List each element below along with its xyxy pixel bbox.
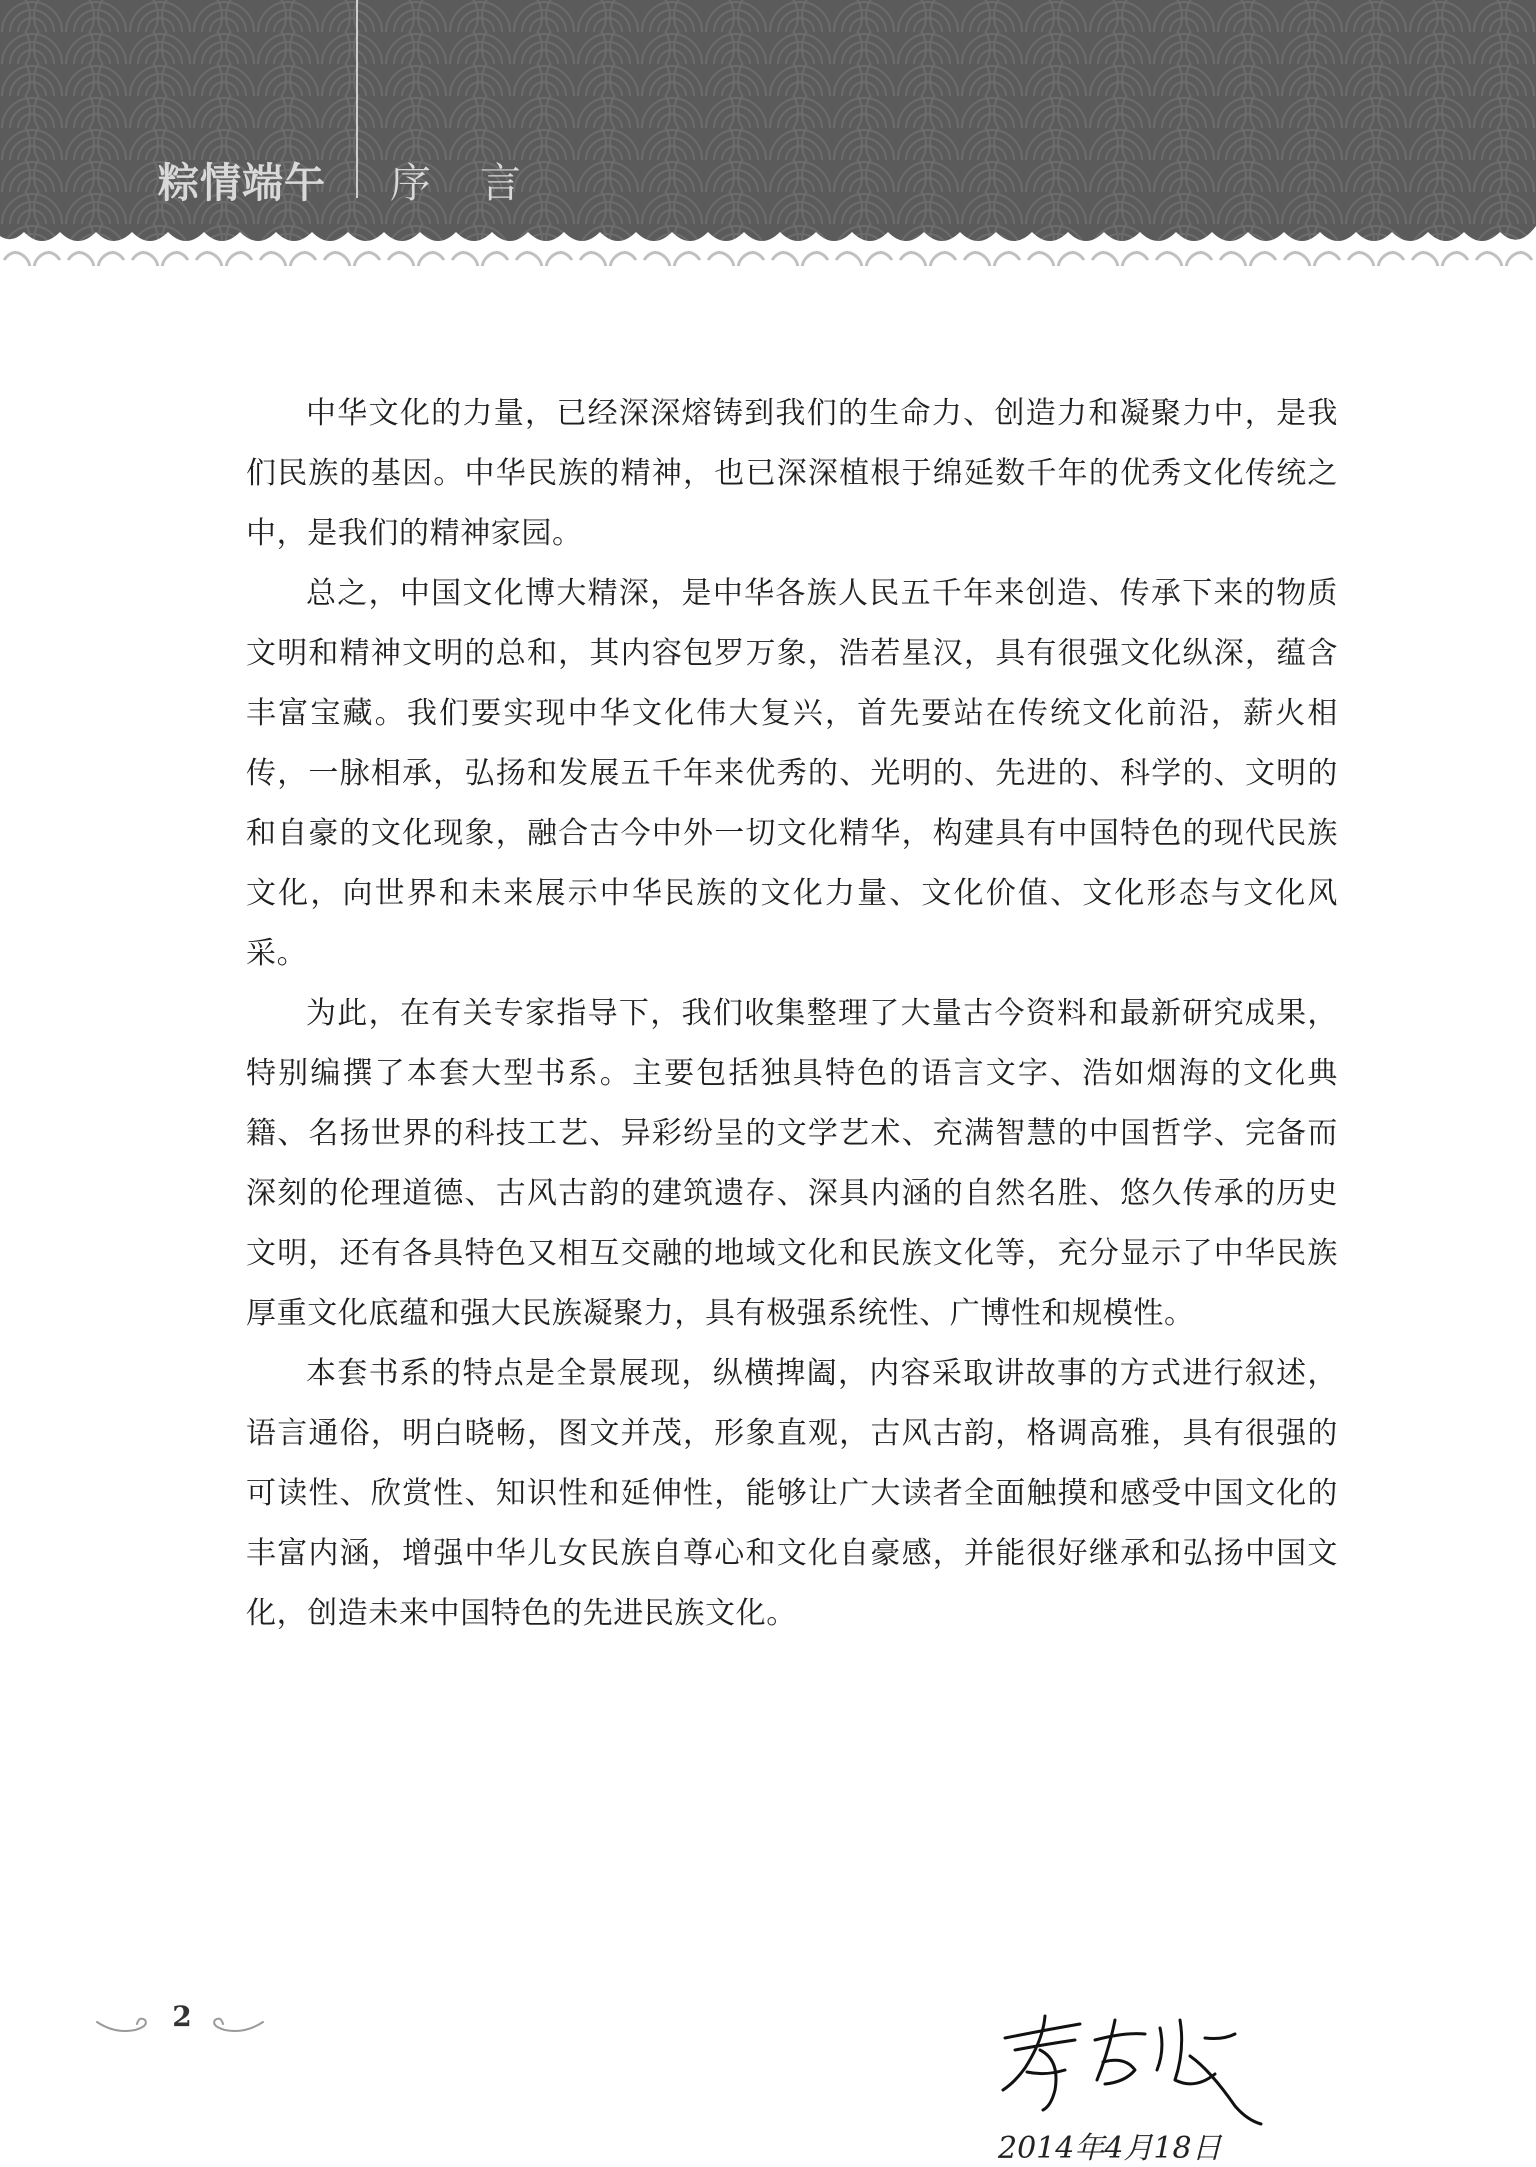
paragraph: 中华文化的力量，已经深深熔铸到我们的生命力、创造力和凝聚力中，是我们民族的基因。中华民族的精神，也已深深植根于绵延数千年的优秀文化传统之中，是我们的精神家园。 xyxy=(246,396,1338,551)
paragraph: 总之，中国文化博大精深，是中华各族人民五千年来创造、传承下来的物质文明和精神文明的总和，其内容包罗万象，浩若星汉，具有很强文化纵深，蕴含丰富宝藏。我们要实现中华文化伟大复兴，首先要站在传统文化前沿，薪火相传，一脉相承，弘扬和发展五千年来优秀的、光明的、先进的、科学的、文明的和自豪的文化现象，融合古今中外一切文化精华，构建具有中国特色的现代民族文化，向世界和未来展示中华民族的文化力量、文化价值、文化形态与文化风采。 xyxy=(246,576,1338,971)
series-title: 粽情端午 xyxy=(158,159,326,207)
page-footer xyxy=(95,2000,265,2050)
handwritten-signature xyxy=(985,2010,1265,2130)
header-divider xyxy=(356,0,358,198)
signature-date: 2014年4月18日 xyxy=(998,2131,1222,2166)
section-title: 序 言 xyxy=(390,159,540,207)
page-number: 2 xyxy=(172,2000,192,2033)
paragraph: 为此，在有关专家指导下，我们收集整理了大量古今资料和最新研究成果，特别编撰了本套大型书系。主要包括独具特色的语言文字、浩如烟海的文化典籍、名扬世界的科技工艺、异彩纷呈的文学艺术、充满智慧的中国哲学、完备而深刻的伦理道德、古风古韵的建筑遗存、深具内涵的自然名胜、悠久传承的历史文明，还有各具特色又相互交融的地域文化和民族文化等，充分显示了中华民族厚重文化底蕴和强大民族凝聚力，具有极强系统性、广博性和规模性。 xyxy=(246,996,1338,1331)
page-header xyxy=(0,0,1536,268)
header-band-pattern xyxy=(0,0,1536,268)
preface-body xyxy=(246,384,1338,1644)
paragraph: 本套书系的特点是全景展现，纵横捭阖，内容采取讲故事的方式进行叙述，语言通俗，明白晓畅，图文并茂，形象直观，古风古韵，格调高雅，具有很强的可读性、欣赏性、知识性和延伸性，能够让广大读者全面触摸和感受中国文化的丰富内涵，增强中华儿女民族自尊心和文化自豪感，并能很好继承和弘扬中国文化，创造未来中国特色的先进民族文化。 xyxy=(246,1356,1338,1631)
